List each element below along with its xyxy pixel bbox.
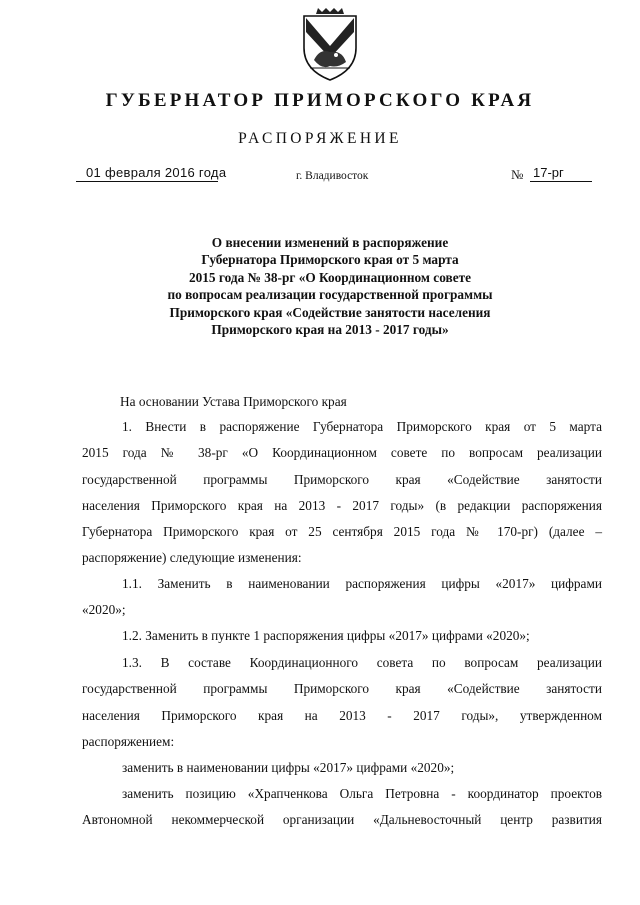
subject-line: Губернатора Приморского края от 5 марта [201, 252, 459, 268]
paragraph-line: 2015 года № 38-рг «О Координационном совете по вопросам реализации [82, 445, 602, 461]
paragraph-1-3-a [82, 755, 602, 781]
paragraph-1-3 [82, 650, 602, 755]
paragraph-line: распоряжением: [82, 733, 175, 749]
coat-of-arms-icon [300, 8, 360, 84]
paragraph-line: заменить позицию «Храпченкова Ольга Петровна - координатор проектов [122, 786, 602, 801]
paragraph-1-1 [82, 571, 602, 624]
paragraph-1-3-b [82, 781, 602, 834]
subject-line: по вопросам реализации государственной программы [167, 287, 493, 303]
paragraph-1 [82, 414, 602, 572]
paragraph-line: 1.1. Заменить в наименовании распоряжения цифры «2017» цифрами [122, 576, 602, 591]
paragraph-line: «2020»; [82, 602, 126, 618]
paragraph-1-2 [82, 623, 602, 649]
paragraph-line: Автономной некоммерческой организации «Дальневосточный центр развития [82, 812, 602, 828]
governor-title: ГУБЕРНАТОР ПРИМОРСКОГО КРАЯ [105, 90, 535, 111]
paragraph-line: 1.2. Заменить в пункте 1 распоряжения цифры «2017» цифрами «2020»; [122, 628, 530, 643]
paragraph-line: заменить в наименовании цифры «2017» цифрами «2020»; [122, 760, 455, 775]
document-number: 17-рг [533, 165, 564, 180]
basis-text: На основании Устава Приморского края [120, 394, 347, 409]
subject-line: Приморского края «Содействие занятости населения [169, 304, 491, 320]
document-city: г. Владивосток [296, 170, 369, 182]
document-date: 01 февраля 2016 года [86, 165, 227, 180]
paragraph-line: 1.3. В составе Координационного совета по вопросам реализации [122, 655, 602, 670]
paragraph-line: 1. Внести в распоряжение Губернатора Приморского края от 5 марта [122, 419, 602, 434]
document-type: РАСПОРЯЖЕНИЕ [238, 130, 402, 147]
date-underline [76, 181, 218, 182]
paragraph-line: Губернатора Приморского края от 25 сентября 2015 года № 170-рг) (далее – [82, 524, 602, 540]
subject-line: О внесении изменений в распоряжение [211, 235, 449, 250]
paragraph-line: государственной программы Приморского края «Содействие занятости [82, 471, 602, 487]
subject-line: 2015 года № 38-рг «О Координационном совете [188, 269, 472, 285]
paragraph-line: населения Приморского края на 2013 - 2017 годы» (в редакции распоряжения [82, 497, 602, 513]
subject-line: Приморского края на 2013 - 2017 годы» [211, 322, 449, 338]
paragraph-line: населения Приморского края на 2013 - 2017 годы», утвержденном [82, 707, 602, 723]
paragraph-line: распоряжение) следующие изменения: [82, 550, 302, 566]
number-label: № [511, 167, 524, 182]
document-subject [100, 234, 560, 338]
number-underline [530, 181, 592, 182]
paragraph-line: государственной программы Приморского края «Содействие занятости [82, 681, 602, 697]
